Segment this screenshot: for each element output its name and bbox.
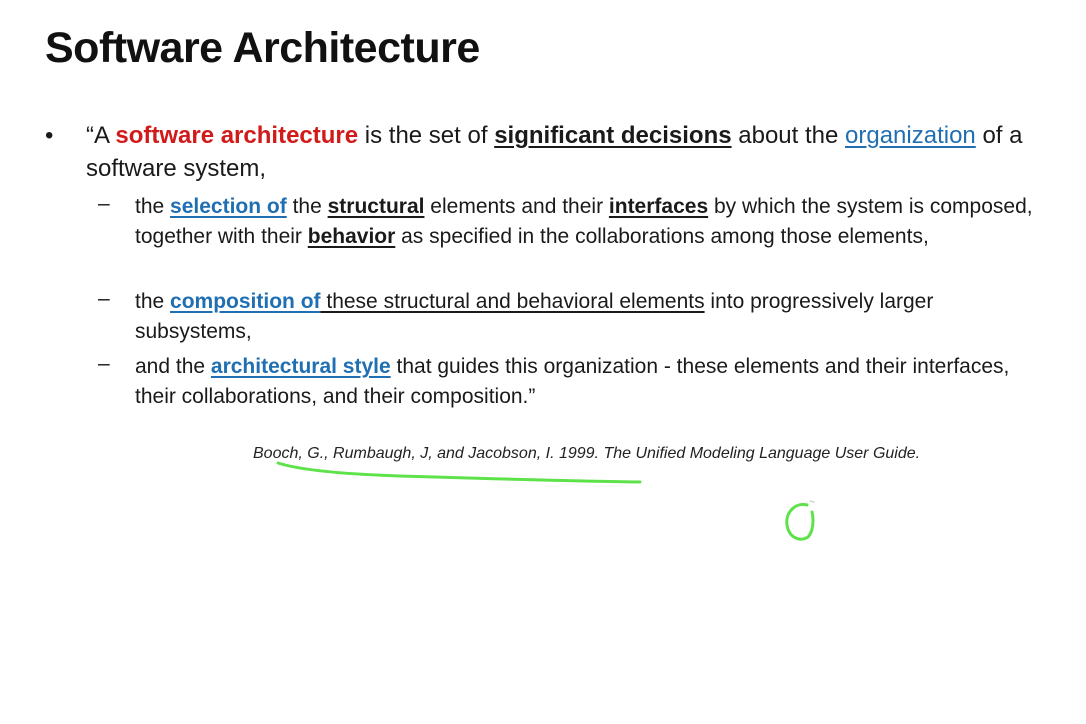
term-significant-decisions: significant decisions	[494, 122, 732, 149]
slide-title: Software Architecture	[45, 24, 480, 72]
pen-dot-stroke	[810, 501, 814, 502]
sub-text: elements and their	[424, 195, 609, 218]
term-composition-of: composition of	[170, 290, 321, 313]
sub-text: that guides this organization - these elements and their interfaces, their collaborations, and their composition.”	[135, 355, 1010, 408]
quote-text: is the set of	[358, 122, 495, 149]
quote-text: about the	[731, 122, 846, 149]
term-software-architecture: software architecture	[115, 122, 359, 149]
sub-text: by which the system is composed, together with their	[135, 195, 1033, 248]
quote-text: “A	[86, 122, 116, 149]
definition-quote	[86, 119, 1026, 185]
quote-text: of a software system,	[86, 122, 1023, 182]
bullet-marker: •	[45, 122, 54, 149]
sub-text: and the	[135, 355, 211, 378]
dash-marker: –	[98, 352, 110, 375]
dash-marker: –	[98, 192, 110, 215]
term-structural: structural	[327, 195, 425, 218]
term-organization: organization	[845, 122, 976, 149]
sub-text: as specified in the collaborations among those elements,	[395, 224, 929, 248]
sub-text: the	[135, 195, 171, 218]
term-behavior: behavior	[307, 224, 396, 248]
term-interfaces: interfaces	[608, 195, 709, 218]
sub-text: the	[135, 290, 171, 313]
sub-point-selection	[135, 192, 1035, 251]
citation: Booch, G., Rumbaugh, J, and Jacobson, I. 1999. The Unified Modeling Language User Guide.	[253, 445, 921, 462]
dash-marker: –	[98, 287, 110, 310]
sub-point-composition	[135, 287, 1035, 346]
pen-scribble-stroke	[787, 504, 813, 539]
pen-underline-stroke	[278, 463, 640, 482]
term-structural-behavioral-elements: these structural and behavioral elements	[320, 290, 705, 313]
term-architectural-style: architectural style	[210, 355, 391, 378]
sub-point-style	[135, 352, 1035, 411]
sub-text: into progressively larger subsystems,	[135, 290, 934, 343]
term-selection-of: selection of	[170, 195, 287, 218]
sub-text: the	[286, 195, 328, 218]
